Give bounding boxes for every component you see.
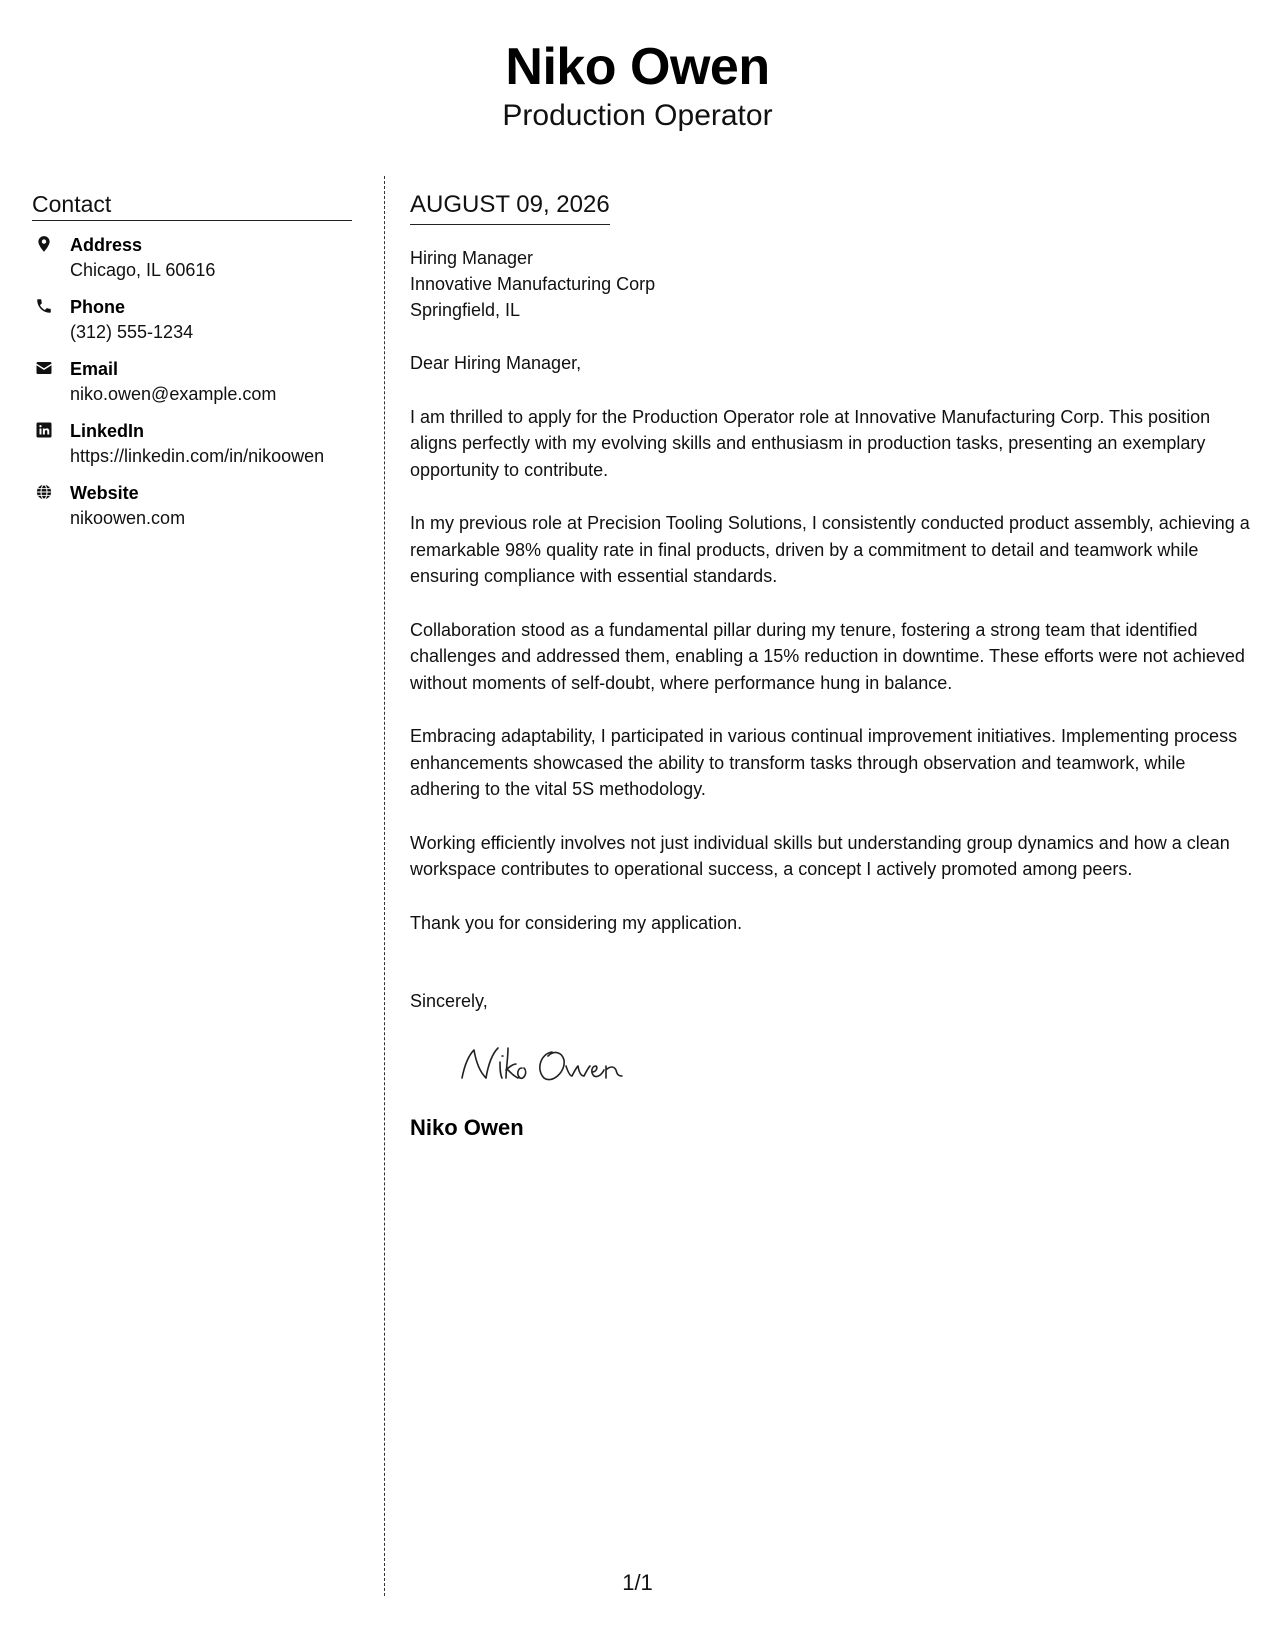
- paragraph: I am thrilled to apply for the Production Operator role at Innovative Manufacturing Corp. This position aligns perfectly with my evolving skills and enthusiasm in production tasks, presenting an exemplary opportunity to contribute.: [410, 406, 1211, 480]
- map-pin-icon: [35, 235, 53, 253]
- contact-heading: Contact: [32, 190, 352, 221]
- recipient-block: [410, 245, 1255, 323]
- salutation: Dear Hiring Manager,: [410, 353, 582, 373]
- email-value: niko.owen@example.com: [70, 384, 277, 404]
- recipient-line: Springfield, IL: [410, 300, 521, 320]
- letter-body: [410, 190, 1255, 1142]
- linkedin-value[interactable]: https://linkedin.com/in/nikoowen: [70, 446, 325, 466]
- linkedin-label: LinkedIn: [70, 421, 145, 441]
- globe-icon: [35, 483, 53, 501]
- website-value[interactable]: nikoowen.com: [70, 508, 186, 528]
- paragraph: Embracing adaptability, I participated in various continual improvement initiatives. Implementing process enhancements showcased the ability to transform tasks through observation and teamwork, while adhering to the vital 5S methodology.: [410, 726, 1238, 799]
- paragraph: Working efficiently involves not just individual skills but understanding group dynamics and how a clean workspace contributes to operational success, a concept I actively promoted among peers.: [410, 832, 1230, 879]
- closing: Sincerely,: [410, 991, 488, 1011]
- phone-icon: [35, 297, 53, 315]
- email-label: Email: [70, 359, 119, 379]
- paragraph: Thank you for considering my application.: [410, 912, 743, 933]
- signed-name: Niko Owen: [410, 1115, 524, 1140]
- recipient-line: Innovative Manufacturing Corp: [410, 274, 656, 294]
- address-label: Address: [70, 235, 143, 255]
- phone-label: Phone: [70, 297, 126, 317]
- address-value: Chicago, IL 60616: [70, 260, 216, 280]
- paragraph: Collaboration stood as a fundamental pillar during my tenure, fostering a strong team that identified challenges and addressed them, enabling a 15% reduction in downtime. These efforts were not achieved without moments of self-doubt, where performance hung in balance.: [410, 619, 1245, 693]
- column-divider: [384, 176, 385, 1596]
- recipient-line: Hiring Manager: [410, 248, 534, 268]
- applicant-name: Niko Owen: [505, 38, 770, 96]
- contact-address: [32, 233, 352, 283]
- letter-date: AUGUST 09, 2026: [410, 190, 610, 225]
- contact-website: [32, 481, 352, 531]
- phone-value: (312) 555-1234: [70, 322, 194, 342]
- contact-email: [32, 357, 352, 407]
- contact-sidebar: [32, 190, 352, 531]
- page-number: 1/1: [622, 1570, 653, 1595]
- envelope-icon: [35, 359, 53, 377]
- paragraph: In my previous role at Precision Tooling Solutions, I consistently conducted product assembly, achieving a remarkable 98% quality rate in final products, driven by a commitment to detail and teamwork while ensuring compliance with essential standards.: [410, 513, 1250, 586]
- contact-phone: [32, 295, 352, 345]
- contact-linkedin: [32, 419, 352, 469]
- job-title: Production Operator: [502, 99, 773, 132]
- linkedin-icon: [35, 421, 53, 439]
- website-label: Website: [70, 483, 139, 503]
- letter-header: [0, 36, 1275, 134]
- handwritten-signature: [456, 1042, 626, 1086]
